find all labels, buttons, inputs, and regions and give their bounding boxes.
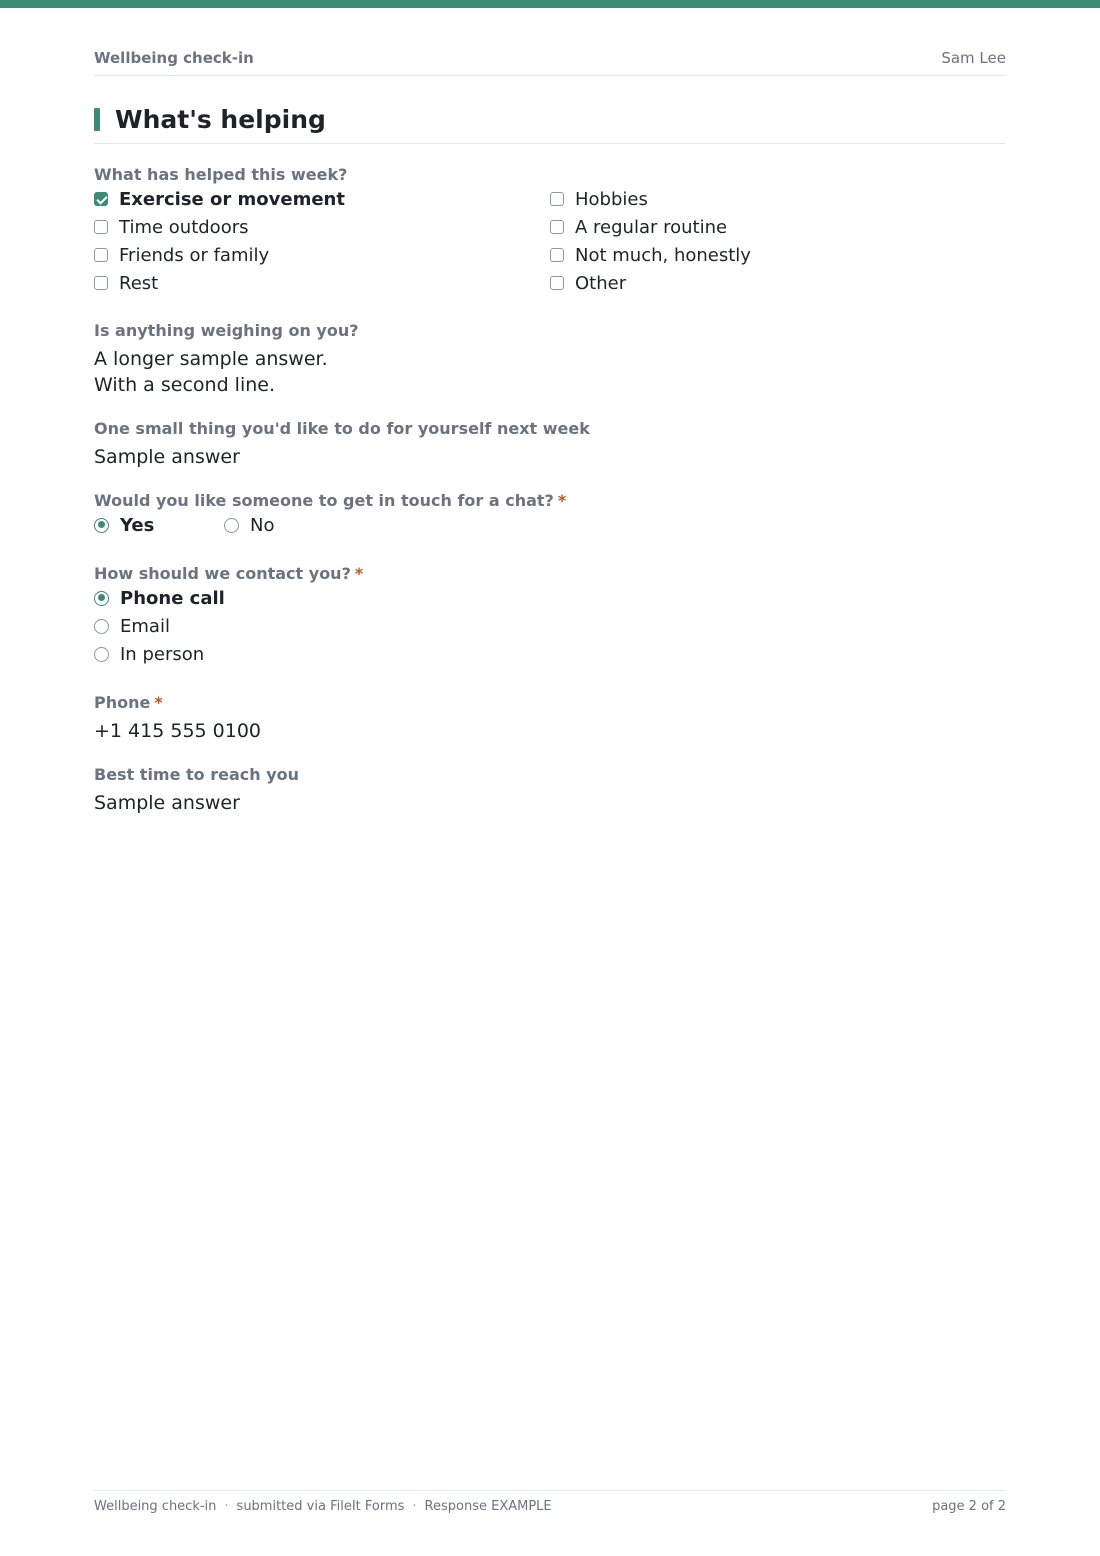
radio-unselected-icon[interactable] [224,518,239,533]
checkbox-label: Exercise or movement [119,188,345,210]
checkbox-label: Time outdoors [119,216,249,238]
question-label: Best time to reach you [94,765,300,784]
radio-label: Email [120,615,170,637]
question-phone [94,693,1006,744]
checkbox-label: Not much, honestly [575,244,751,266]
radio-selected-icon[interactable] [94,591,109,606]
radio-label: Yes [120,514,155,536]
section-accent-bar [94,108,100,131]
answer-line: A longer sample answer. [94,348,328,370]
footer-page-number: page 2 of 2 [932,1499,1006,1514]
section-title: What's helping [115,105,326,134]
question-small-thing [94,419,1006,470]
respondent-name: Sam Lee [941,49,1006,67]
form-title: Wellbeing check-in [94,49,254,67]
radio-label: No [250,514,275,536]
checkbox-checked-icon[interactable] [94,192,108,206]
answer-text [94,346,1006,398]
answer-text: +1 415 555 0100 [94,720,262,742]
checkbox-label: A regular routine [575,216,728,238]
answer-line: With a second line. [94,374,275,396]
question-contact-method [94,564,1006,665]
question-helped-this-week [94,165,1006,294]
question-label-text: Phone [94,693,151,712]
footer-response-id: Response EXAMPLE [424,1499,552,1514]
checkbox-option-routine[interactable] [550,213,727,241]
checkbox-unchecked-icon[interactable] [94,248,108,262]
checkbox-unchecked-icon[interactable] [550,192,564,206]
checkbox-label: Friends or family [119,244,270,266]
checkbox-label: Hobbies [575,188,648,210]
checkbox-option-hobbies[interactable] [550,185,648,213]
top-accent-bar [0,0,1100,8]
checkbox-option-exercise[interactable] [94,185,345,213]
answer-text: Sample answer [94,446,240,468]
checkbox-unchecked-icon[interactable] [550,276,564,290]
section-heading [94,105,1006,144]
question-label: Is anything weighing on you? [94,321,359,340]
radio-label: In person [120,643,205,665]
document-footer [94,1490,1006,1521]
radio-option-email[interactable] [94,612,170,640]
answer-text: Sample answer [94,792,240,814]
required-marker: * [557,491,567,510]
checkbox-option-rest[interactable] [94,269,158,297]
required-marker: * [354,564,364,583]
radio-label: Phone call [120,587,225,609]
question-label [94,693,1006,713]
checkbox-label: Rest [119,272,159,294]
checkbox-label: Other [575,272,627,294]
radio-option-no[interactable] [224,511,274,539]
radio-option-in-person[interactable] [94,640,204,668]
question-label: One small thing you'd like to do for yourself next week [94,419,590,438]
checkbox-unchecked-icon[interactable] [550,248,564,262]
checkbox-option-not-much[interactable] [550,241,751,269]
question-label: What has helped this week? [94,165,348,184]
checkbox-unchecked-icon[interactable] [550,220,564,234]
question-label [94,564,1006,584]
checkbox-unchecked-icon[interactable] [94,276,108,290]
footer-separator: · [224,1499,229,1514]
checkbox-unchecked-icon[interactable] [94,220,108,234]
radio-selected-icon[interactable] [94,518,109,533]
question-label [94,491,1006,511]
question-get-in-touch [94,491,1006,536]
footer-meta [94,1499,552,1514]
footer-form-name: Wellbeing check-in [94,1499,217,1514]
question-best-time [94,765,1006,816]
question-weighing-on-you [94,321,1006,398]
radio-unselected-icon[interactable] [94,619,109,634]
checkbox-option-friends-family[interactable] [94,241,269,269]
radio-unselected-icon[interactable] [94,647,109,662]
required-marker: * [154,693,163,712]
checkbox-option-outdoors[interactable] [94,213,248,241]
question-label-text: Would you like someone to get in touch for a chat? [94,491,554,510]
checkbox-option-other[interactable] [550,269,626,297]
footer-separator: · [412,1499,417,1514]
document-header [94,48,1006,76]
footer-submitted-via: submitted via FileIt Forms [236,1499,405,1514]
radio-option-phone-call[interactable] [94,584,225,612]
radio-option-yes[interactable] [94,511,154,539]
question-label-text: How should we contact you? [94,564,351,583]
